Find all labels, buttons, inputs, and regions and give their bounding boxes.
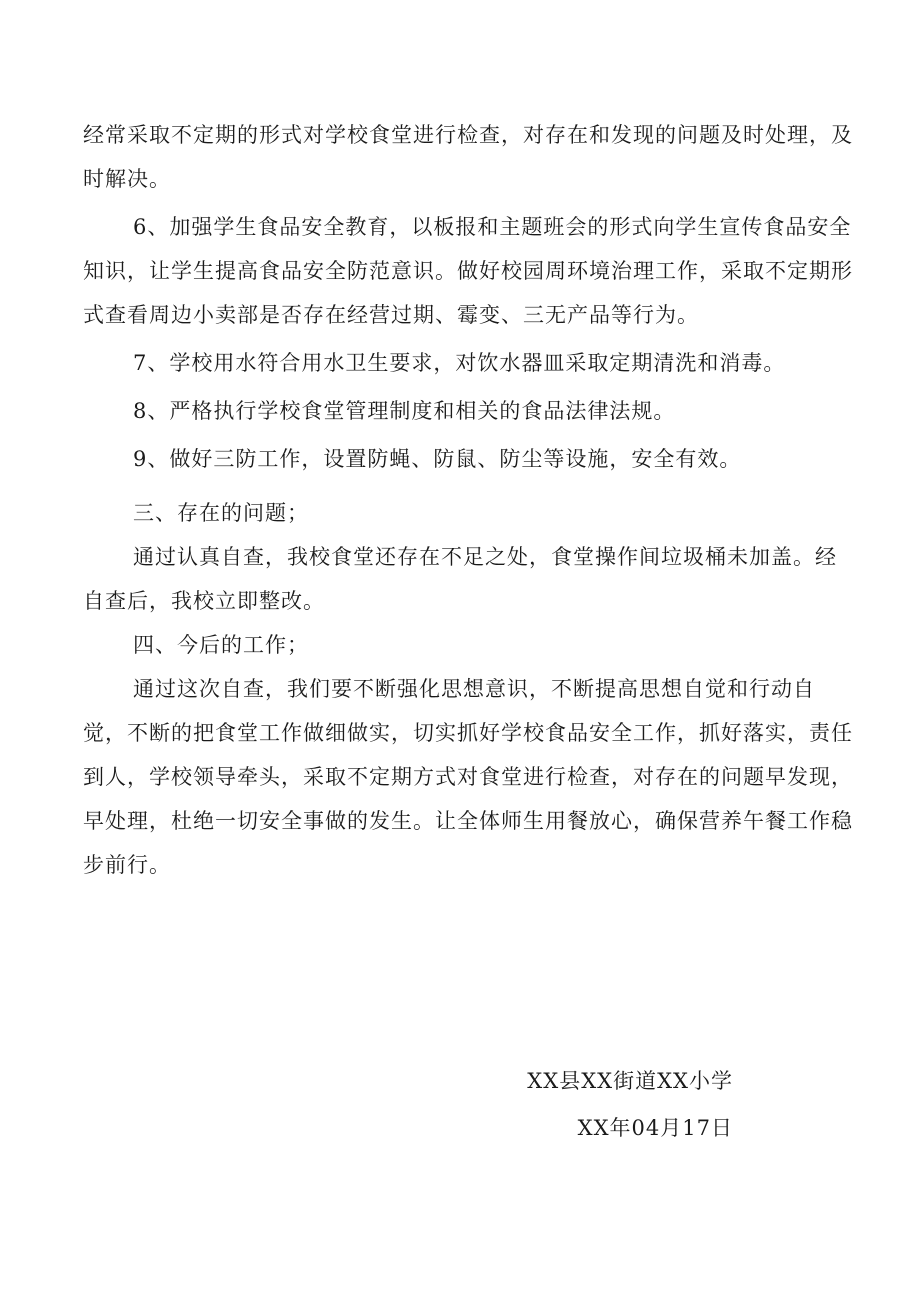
paragraph-continuation: 经常采取不定期的形式对学校食堂进行检查，对存在和发现的问题及时处理，及时解决。 <box>83 123 853 191</box>
signature-date: XX年04月17日 <box>577 1116 733 1140</box>
list-item-8: 8、严格执行学校食堂管理制度和相关的食品法律法规。 <box>133 399 676 423</box>
list-item-7: 7、学校用水符合用水卫生要求，对饮水器皿采取定期清洗和消毒。 <box>133 351 786 375</box>
list-item-6: 6、加强学生食品安全教育，以板报和主题班会的形式向学生宣传食品安全知识，让学生提高食品安全防范意识。做好校园周环境治理工作，采取不定期形式查看周边小卖部是否存在经营过期、霉变、三无产品等行为。 <box>83 215 853 327</box>
section-heading-future-work: 四、今后的工作； <box>133 633 309 657</box>
document-body <box>83 113 855 887</box>
paragraph-problems: 通过认真自查，我校食堂还存在不足之处，食堂操作间垃圾桶未加盖。经自查后，我校立即整改。 <box>83 545 837 613</box>
section-heading-problems: 三、存在的问题； <box>133 501 309 525</box>
paragraph-future-work: 通过这次自查，我们要不断强化思想意识，不断提高思想自觉和行动自觉，不断的把食堂工作做细做实，切实抓好学校食品安全工作，抓好落实，责任到人，学校领导牵头，采取不定期方式对食堂进行检查，对存在的问题早发现，早处理，杜绝一切安全事做的发生。让全体师生用餐放心，确保营养午餐工作稳步前行。 <box>83 677 853 877</box>
list-item-9: 9、做好三防工作，设置防蝇、防鼠、防尘等设施，安全有效。 <box>133 447 742 471</box>
signature-organization: XX县XX街道XX小学 <box>527 1069 733 1093</box>
